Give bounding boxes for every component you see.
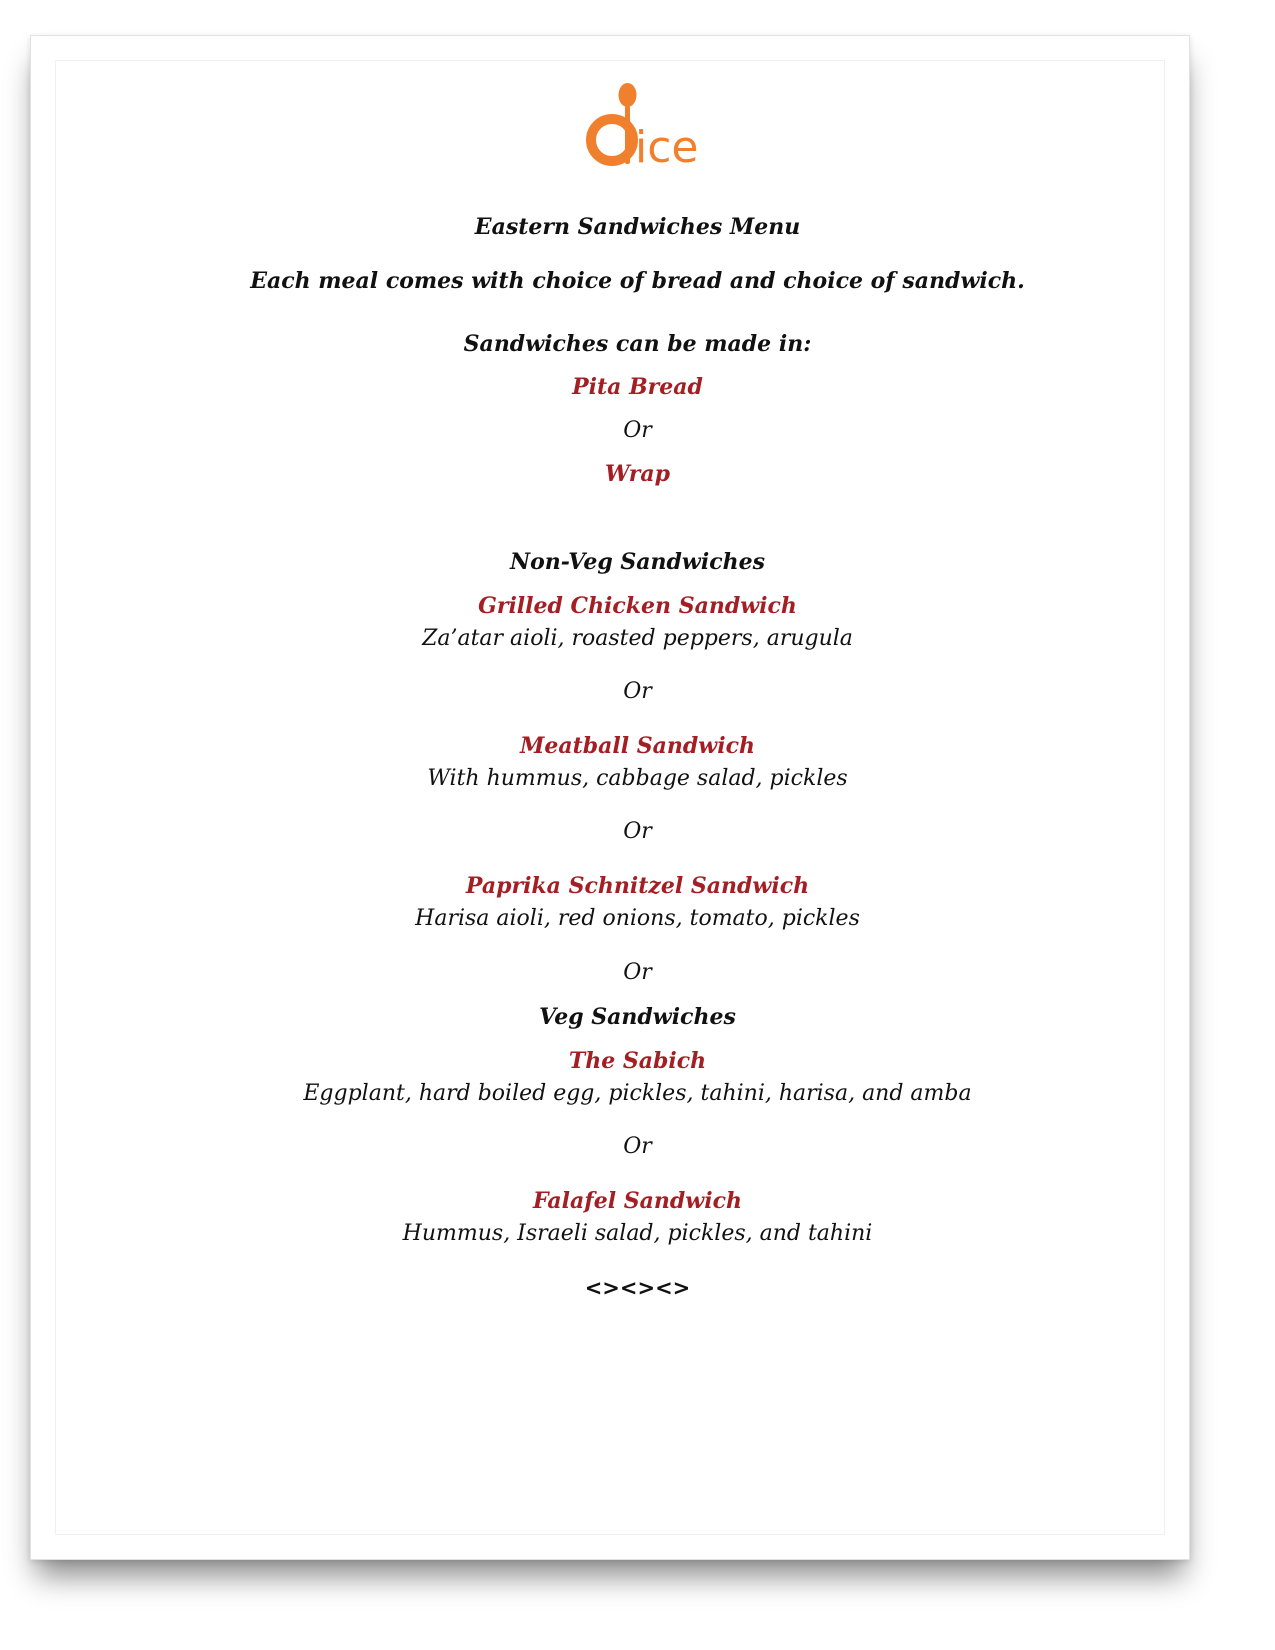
item-name-paprika-schnitzel: Paprika Schnitzel Sandwich (465, 873, 810, 899)
or-separator: Or (623, 679, 652, 704)
logo-spoon-bowl (619, 83, 637, 107)
or-separator: Or (623, 960, 652, 985)
item-desc-sabich: Eggplant, hard boiled egg, pickles, tahini, harisa, and amba (303, 1081, 972, 1106)
bread-option-pita: Pita Bread (572, 374, 703, 400)
ornament-divider: <><><> (584, 1276, 691, 1300)
bread-heading: Sandwiches can be made in: (463, 331, 812, 357)
item-name-meatball: Meatball Sandwich (520, 733, 755, 759)
item-desc-grilled-chicken: Za’atar aioli, roasted peppers, arugula (422, 626, 853, 651)
veg-heading: Veg Sandwiches (539, 1004, 736, 1030)
menu-title: Eastern Sandwiches Menu (474, 214, 801, 240)
or-separator: Or (623, 1134, 652, 1159)
nonveg-heading: Non-Veg Sandwiches (510, 549, 765, 575)
bread-option-or: Or (623, 418, 652, 443)
item-desc-meatball: With hummus, cabbage salad, pickles (427, 766, 848, 791)
item-name-grilled-chicken: Grilled Chicken Sandwich (478, 593, 797, 619)
logo-wordmark: ice (635, 122, 699, 172)
item-desc-paprika-schnitzel: Harisa aioli, red onions, tomato, pickles (415, 906, 860, 931)
item-desc-falafel: Hummus, Israeli salad, pickles, and tahini (402, 1221, 873, 1246)
menu-subtitle: Each meal comes with choice of bread and choice of sandwich. (250, 268, 1025, 294)
item-name-sabich: The Sabich (568, 1048, 707, 1074)
item-name-falafel: Falafel Sandwich (533, 1188, 742, 1214)
bread-option-wrap: Wrap (605, 461, 670, 487)
or-separator: Or (623, 819, 652, 844)
dice-logo (585, 82, 715, 172)
